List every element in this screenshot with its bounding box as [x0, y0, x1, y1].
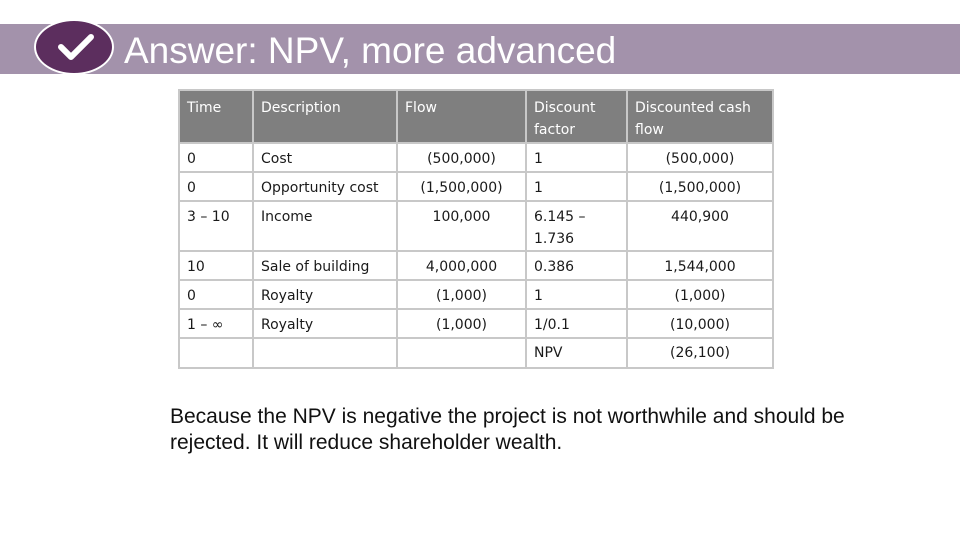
empty-cell: [253, 338, 397, 368]
conclusion-text: Because the NPV is negative the project is not worthwhile and should be rejected. It will reduce shareholder wealth.: [170, 405, 845, 454]
cell-description: Royalty: [253, 309, 397, 338]
col-header-discounted-cash-flow: Discounted cash flow: [627, 90, 773, 143]
cell-discount-factor: 1: [526, 143, 627, 172]
cell-flow: (1,500,000): [397, 172, 526, 201]
cell-time: 0: [179, 143, 253, 172]
cell-flow: (500,000): [397, 143, 526, 172]
cell-discount-factor: 1/0.1: [526, 309, 627, 338]
cell-discounted-cash-flow: (500,000): [627, 143, 773, 172]
npv-table: [178, 89, 774, 369]
npv-total-row: [179, 338, 773, 368]
cell-discounted-cash-flow: (10,000): [627, 309, 773, 338]
table-row: [179, 143, 773, 172]
cell-flow: (1,000): [397, 309, 526, 338]
cell-flow: (1,000): [397, 280, 526, 309]
check-badge: [34, 19, 114, 75]
table-row: [179, 280, 773, 309]
cell-description: Royalty: [253, 280, 397, 309]
table-row: [179, 172, 773, 201]
cell-time: 1 – ∞: [179, 309, 253, 338]
cell-time: 0: [179, 280, 253, 309]
page-title: Answer: NPV, more advanced: [124, 30, 617, 71]
npv-label: NPV: [526, 338, 627, 368]
col-header-time: Time: [179, 90, 253, 143]
cell-discount-factor: 1: [526, 172, 627, 201]
col-header-flow: Flow: [397, 90, 526, 143]
cell-flow: 4,000,000: [397, 251, 526, 280]
empty-cell: [397, 338, 526, 368]
col-header-discount-factor: Discount factor: [526, 90, 627, 143]
cell-discount-factor: 6.145 – 1.736: [526, 201, 627, 251]
cell-discount-factor: 1: [526, 280, 627, 309]
cell-discount-factor: 0.386: [526, 251, 627, 280]
cell-flow: 100,000: [397, 201, 526, 251]
cell-discounted-cash-flow: 440,900: [627, 201, 773, 251]
cell-time: 3 – 10: [179, 201, 253, 251]
cell-discounted-cash-flow: 1,544,000: [627, 251, 773, 280]
npv-value: (26,100): [627, 338, 773, 368]
cell-discounted-cash-flow: (1,500,000): [627, 172, 773, 201]
table-row: [179, 251, 773, 280]
col-header-description: Description: [253, 90, 397, 143]
cell-description: Cost: [253, 143, 397, 172]
table-header-row: [179, 90, 773, 143]
cell-time: 0: [179, 172, 253, 201]
cell-description: Opportunity cost: [253, 172, 397, 201]
cell-description: Income: [253, 201, 397, 251]
cell-description: Sale of building: [253, 251, 397, 280]
cell-time: 10: [179, 251, 253, 280]
checkmark-icon: [56, 31, 96, 63]
empty-cell: [179, 338, 253, 368]
table-row: [179, 201, 773, 251]
cell-discounted-cash-flow: (1,000): [627, 280, 773, 309]
table-row: [179, 309, 773, 338]
